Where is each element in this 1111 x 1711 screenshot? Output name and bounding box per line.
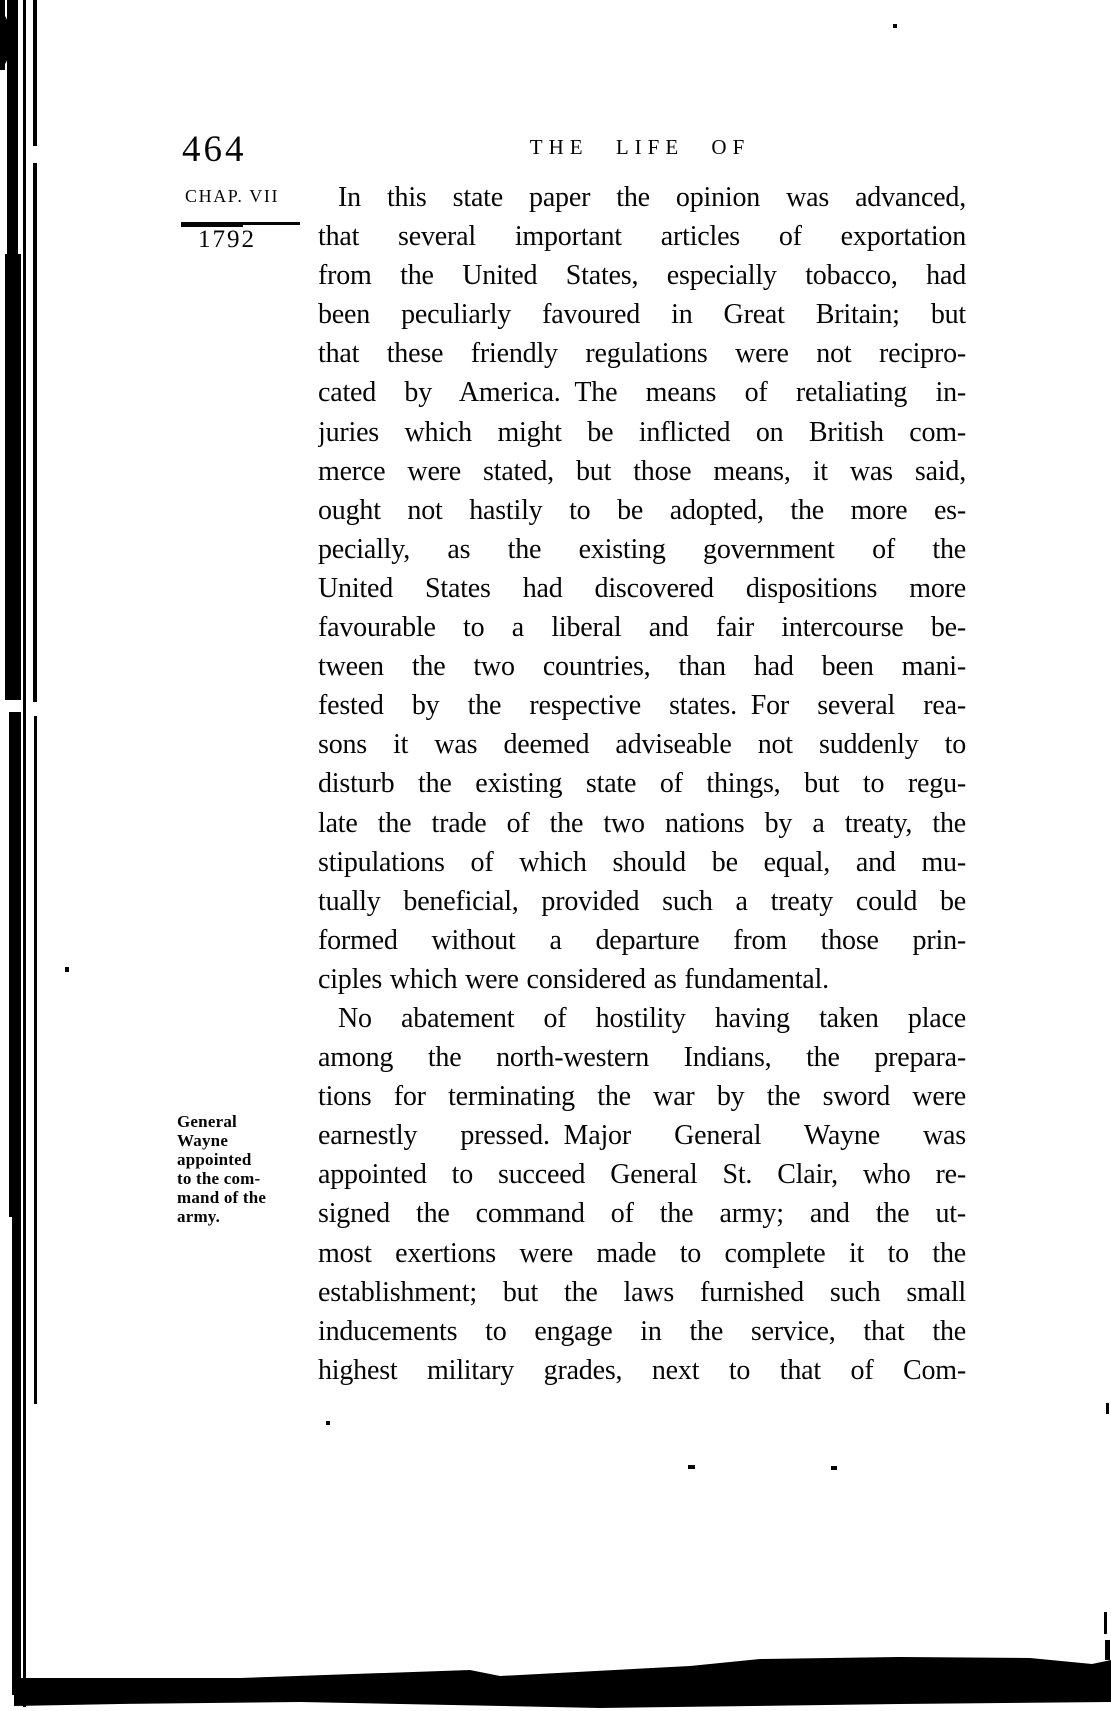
scan-artifact-left-bar bbox=[9, 712, 21, 1217]
text-line: earnestly pressed. Major General Wayne was bbox=[318, 1120, 966, 1152]
page-number: 464 bbox=[182, 129, 247, 170]
year-label: 1792 bbox=[198, 226, 256, 253]
text-line: fested by the respective states. For several rea- bbox=[318, 690, 966, 722]
text-line: In this state paper the opinion was advanced, bbox=[338, 182, 966, 213]
margin-note-line: Wayne bbox=[177, 1131, 229, 1150]
scan-artifact-corner-blob bbox=[0, 0, 5, 70]
text-line: from the United States, especially tobacco, had bbox=[318, 260, 966, 292]
text-line: juries which might be inflicted on British com- bbox=[318, 416, 966, 448]
text-line: formed without a departure from those prin- bbox=[318, 924, 966, 956]
scan-artifact-left-bar bbox=[5, 254, 21, 700]
text-line: favourable to a liberal and fair intercourse be- bbox=[318, 612, 966, 644]
margin-note-line: army. bbox=[177, 1207, 221, 1226]
scan-speck bbox=[65, 967, 69, 972]
margin-note bbox=[177, 1112, 266, 1226]
scan-speck bbox=[326, 1421, 330, 1425]
text-line: No abatement of hostility having taken place bbox=[338, 1002, 966, 1034]
text-line: signed the command of the army; and the ut- bbox=[318, 1198, 966, 1230]
text-line: most exertions were made to complete it to the bbox=[318, 1237, 966, 1269]
text-line: establishment; but the laws furnished such small bbox=[318, 1276, 966, 1308]
scan-artifact-left-bar bbox=[12, 1217, 21, 1695]
text-line: United States had discovered dispositions more bbox=[318, 572, 966, 604]
text-line: appointed to succeed General St. Clair, who re- bbox=[318, 1159, 966, 1191]
scan-artifact-left-line bbox=[34, 716, 37, 1404]
scan-speck bbox=[893, 24, 897, 28]
text-line: tions for terminating the war by the sword were bbox=[318, 1081, 966, 1113]
chapter-label: CHAP. VII bbox=[185, 186, 280, 206]
scan-speck bbox=[831, 1466, 837, 1470]
text-line: pecially, as the existing government of the bbox=[318, 533, 966, 565]
text-line: inducements to engage in the service, that the bbox=[318, 1315, 966, 1347]
scan-artifact-right-edge-mark bbox=[1105, 1640, 1110, 1660]
scan-artifact-left-line bbox=[33, 163, 37, 702]
running-header: THE LIFE OF bbox=[529, 135, 751, 159]
text-line: that these friendly regulations were not recipro- bbox=[318, 338, 966, 370]
text-line: ought not hastily to be adopted, the more es- bbox=[318, 494, 966, 526]
text-line: merce were stated, but those means, it was said, bbox=[318, 455, 966, 487]
text-line: sons it was deemed adviseable not suddenly to bbox=[318, 729, 966, 761]
text-line: tually beneficial, provided such a treaty could be bbox=[318, 885, 966, 917]
margin-note-line: General bbox=[177, 1112, 237, 1131]
margin-note-line: appointed bbox=[177, 1150, 252, 1169]
scan-artifact-left-line bbox=[33, 0, 37, 146]
text-line: among the north-western Indians, the prepara- bbox=[318, 1042, 966, 1074]
text-line: ciples which were considered as fundamental. bbox=[318, 963, 829, 995]
text-line: cated by America. The means of retaliating in- bbox=[318, 377, 966, 409]
text-line: tween the two countries, than had been mani- bbox=[318, 651, 966, 683]
scan-artifact-right-edge-mark bbox=[1104, 1612, 1107, 1634]
scan-artifact-right-edge-mark bbox=[1106, 1403, 1109, 1414]
text-line: been peculiarly favoured in Great Britain; but bbox=[318, 299, 966, 331]
text-line: disturb the existing state of things, but to regu- bbox=[318, 768, 966, 800]
body-text bbox=[318, 178, 966, 1390]
text-line: stipulations of which should be equal, and mu- bbox=[318, 846, 966, 878]
scan-speck bbox=[688, 1465, 695, 1469]
margin-note-line: to the com- bbox=[177, 1169, 261, 1188]
text-line: that several important articles of exportation bbox=[318, 221, 966, 253]
scan-artifact-left-line bbox=[23, 0, 26, 1707]
scan-artifact-bottom-bar bbox=[0, 1652, 1111, 1711]
text-line: late the trade of the two nations by a treaty, the bbox=[318, 807, 966, 839]
text-line: highest military grades, next to that of Com- bbox=[318, 1354, 966, 1386]
margin-note-line: mand of the bbox=[177, 1188, 267, 1207]
